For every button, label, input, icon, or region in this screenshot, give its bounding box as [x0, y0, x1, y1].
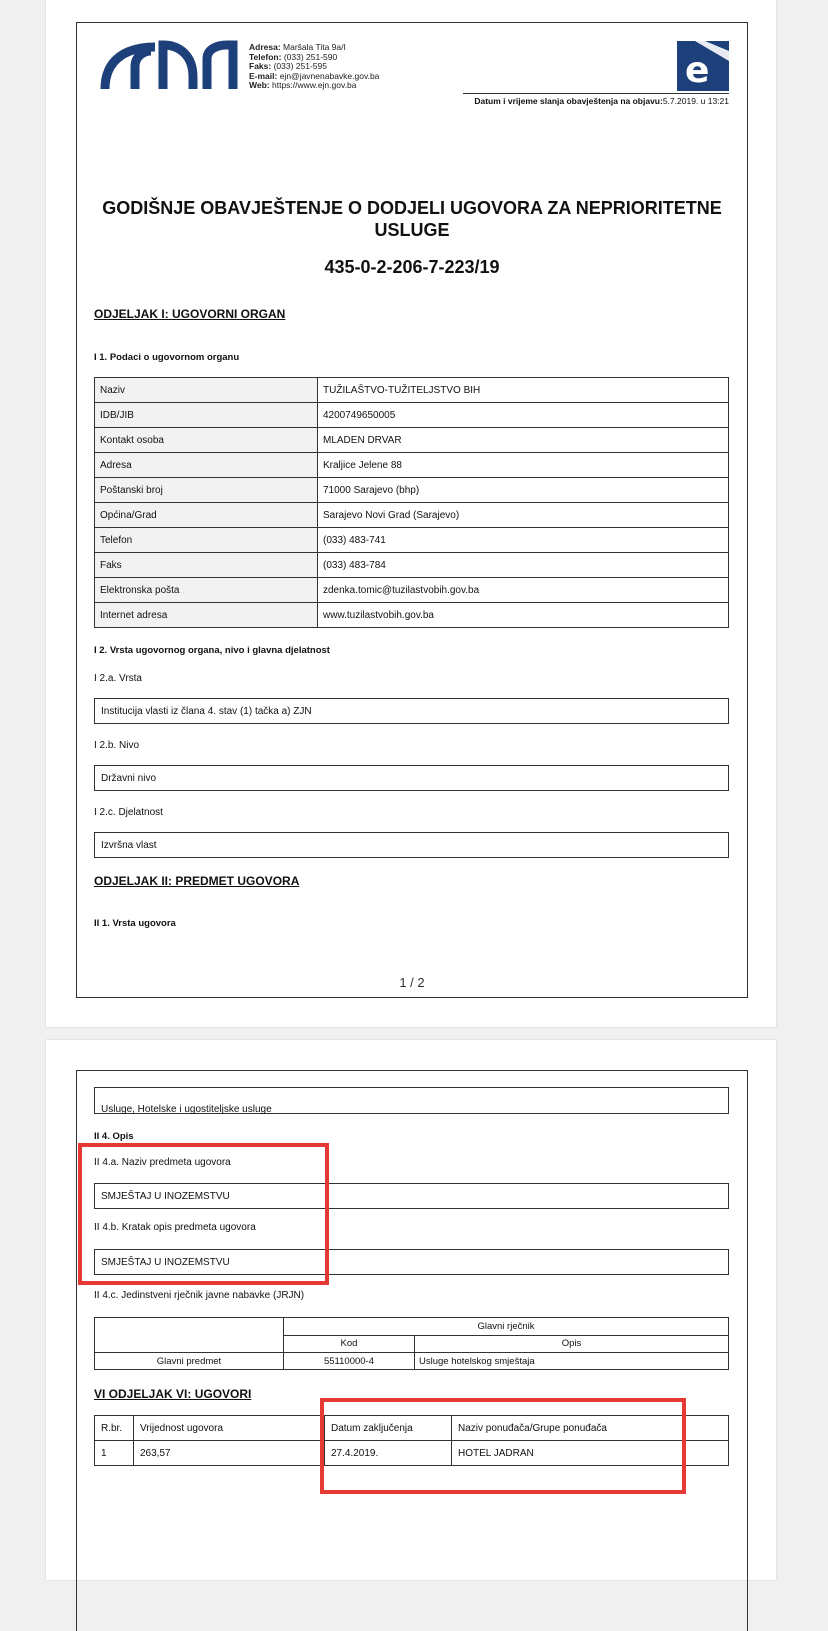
contracting-authority-table	[94, 377, 729, 628]
jrjn-col-opis: Opis	[415, 1335, 729, 1353]
field-label: Telefon	[95, 528, 318, 553]
table-row	[95, 578, 729, 603]
field-label: Internet adresa	[95, 603, 318, 628]
djelatnost-value: Izvršna vlast	[94, 832, 729, 858]
jrjn-table	[94, 1317, 729, 1370]
field-value: Kraljice Jelene 88	[318, 453, 729, 478]
ejn-logo	[99, 37, 239, 93]
table-row: 1 263,57 27.4.2019. HOTEL JADRAN	[95, 1441, 729, 1466]
field-label: Kontakt osoba	[95, 428, 318, 453]
djelatnost-label: I 2.c. Djelatnost	[94, 807, 163, 818]
contracts-col-date: Datum zaključenja	[325, 1416, 452, 1441]
table-row	[95, 478, 729, 503]
contracts-col-value: Vrijednost ugovora	[134, 1416, 325, 1441]
field-value: 71000 Sarajevo (bhp)	[318, 478, 729, 503]
field-value: (033) 483-784	[318, 553, 729, 578]
jrjn-label: II 4.c. Jedinstveni rječnik javne nabavke (JRJN)	[94, 1290, 305, 1301]
section-2-heading: ODJELJAK II: PREDMET UGOVORA	[94, 874, 300, 888]
naziv-value: SMJEŠTAJ U INOZEMSTVU	[94, 1183, 729, 1209]
jrjn-row-kod: 55110000-4	[284, 1353, 415, 1370]
field-value: (033) 483-741	[318, 528, 729, 553]
vrsta-value: Institucija vlasti iz člana 4. stav (1) tačka a) ZJN	[94, 698, 729, 724]
jrjn-group-header: Glavni rječnik	[284, 1318, 729, 1336]
document-title: GODIŠNJE OBAVJEŠTENJE O DODJELI UGOVORA ZA NEPRIORITETNE USLUGE	[102, 198, 722, 240]
contracts-col-bidder: Naziv ponuđača/Grupe ponuđača	[452, 1416, 729, 1441]
section-6-heading: VI ODJELJAK VI: UGOVORI	[94, 1387, 252, 1401]
field-value: zdenka.tomic@tuzilastvobih.gov.ba	[318, 578, 729, 603]
section-1-sub2: I 2. Vrsta ugovornog organa, nivo i glavna djelatnost	[94, 645, 330, 656]
page-1-frame	[76, 22, 748, 998]
field-label: Elektronska pošta	[95, 578, 318, 603]
page-indicator: 1 / 2	[399, 975, 425, 990]
jrjn-row-opis: Usluge hotelskog smještaja	[415, 1353, 729, 1370]
highlight-box-description	[78, 1143, 329, 1285]
opis-heading: II 4. Opis	[94, 1131, 134, 1142]
table-row	[95, 553, 729, 578]
table-row	[95, 603, 729, 628]
nivo-value: Državni nivo	[94, 765, 729, 791]
table-row	[95, 428, 729, 453]
field-value: www.tuzilastvobih.gov.ba	[318, 603, 729, 628]
field-label: IDB/JIB	[95, 403, 318, 428]
table-row	[95, 528, 729, 553]
table-row	[95, 403, 729, 428]
document-number: 435-0-2-206-7-223/19	[324, 257, 500, 277]
contracts-col-rbr: R.br.	[95, 1416, 134, 1441]
sent-date: Datum i vrijeme slanja obavještenja na objavu:5.7.2019. u 13:21	[474, 96, 729, 106]
field-label: Adresa	[95, 453, 318, 478]
field-value: TUŽILAŠTVO-TUŽITELJSTVO BIH	[318, 378, 729, 403]
section-1-sub1: I 1. Podaci o ugovornom organu	[94, 352, 240, 363]
vrsta-label: I 2.a. Vrsta	[94, 673, 142, 684]
field-label: Naziv	[95, 378, 318, 403]
field-label: Poštanski broj	[95, 478, 318, 503]
document-page-2	[46, 1040, 776, 1580]
naziv-label: II 4.a. Naziv predmeta ugovora	[94, 1157, 231, 1168]
jrjn-row-label: Glavni predmet	[95, 1353, 284, 1370]
section-1-heading: ODJELJAK I: UGOVORNI ORGAN	[94, 307, 286, 321]
nivo-label: I 2.b. Nivo	[94, 740, 140, 751]
kratak-label: II 4.b. Kratak opis predmeta ugovora	[94, 1222, 256, 1233]
table-row	[95, 378, 729, 403]
field-value: 4200749650005	[318, 403, 729, 428]
contract-type-value: Usluge, Hotelske i ugostiteljske usluge	[94, 1087, 729, 1114]
contact-info: Adresa: Maršala Tita 9a/I Telefon: (033) 251-590 Faks: (033) 251-595 E-mail: ejn@javnenabavke.gov.ba Web: https://www.ejn.gov.ba	[249, 42, 380, 90]
jrjn-col-kod: Kod	[284, 1335, 415, 1353]
highlight-box-contract-date-bidder	[320, 1398, 686, 1494]
field-label: Faks	[95, 553, 318, 578]
field-value: Sarajevo Novi Grad (Sarajevo)	[318, 503, 729, 528]
table-row	[95, 453, 729, 478]
kratak-value: SMJEŠTAJ U INOZEMSTVU	[94, 1249, 729, 1275]
table-row	[95, 503, 729, 528]
field-value: MLADEN DRVAR	[318, 428, 729, 453]
header-rule	[463, 93, 729, 94]
document-page-1	[46, 0, 776, 1027]
section-2-sub1: II 1. Vrsta ugovora	[94, 918, 176, 929]
ejn-badge-icon: e	[677, 41, 729, 91]
field-label: Općina/Grad	[95, 503, 318, 528]
